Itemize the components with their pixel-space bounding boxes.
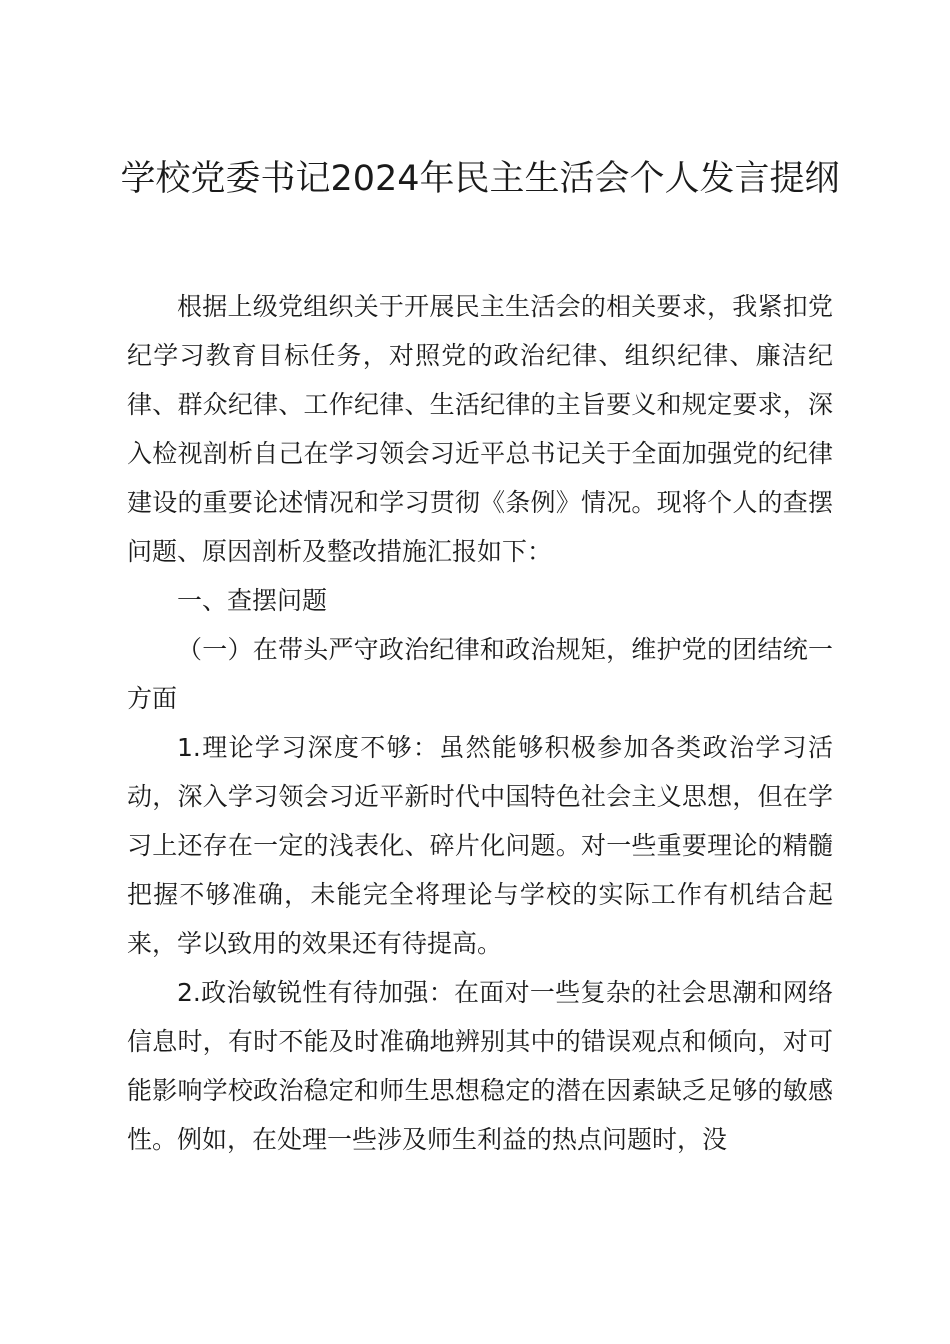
point-paragraph-2: 2.政治敏锐性有待加强：在面对一些复杂的社会思潮和网络信息时，有时不能及时准确地辨别其中的错误观点和倾向，对可能影响学校政治稳定和师生思想稳定的潜在因素缺乏足够的敏感性。例如，在处理一些涉及师生利益的热点问题时，没 (127, 978, 833, 1154)
document-body (127, 282, 833, 1164)
section-heading: 一、查摆问题 (177, 586, 328, 615)
point-paragraph-1: 1.理论学习深度不够：虽然能够积极参加各类政治学习活动，深入学习领会习近平新时代中国特色社会主义思想，但在学习上还存在一定的浅表化、碎片化问题。对一些重要理论的精髓把握不够准确，未能完全将理论与学校的实际工作有机结合起来，学以致用的效果还有待提高。 (127, 733, 833, 958)
document-title: 学校党委书记2024年民主生活会个人发言提纲 (120, 159, 840, 199)
subsection-heading: （一）在带头严守政治纪律和政治规矩，维护党的团结统一方面 (127, 635, 833, 713)
intro-paragraph: 根据上级党组织关于开展民主生活会的相关要求，我紧扣党纪学习教育目标任务，对照党的政治纪律、组织纪律、廉洁纪律、群众纪律、工作纪律、生活纪律的主旨要义和规定要求，深入检视剖析自己在学习领会习近平总书记关于全面加强党的纪律建设的重要论述情况和学习贯彻《条例》情况。现将个人的查摆问题、原因剖析及整改措施汇报如下： (127, 292, 833, 566)
